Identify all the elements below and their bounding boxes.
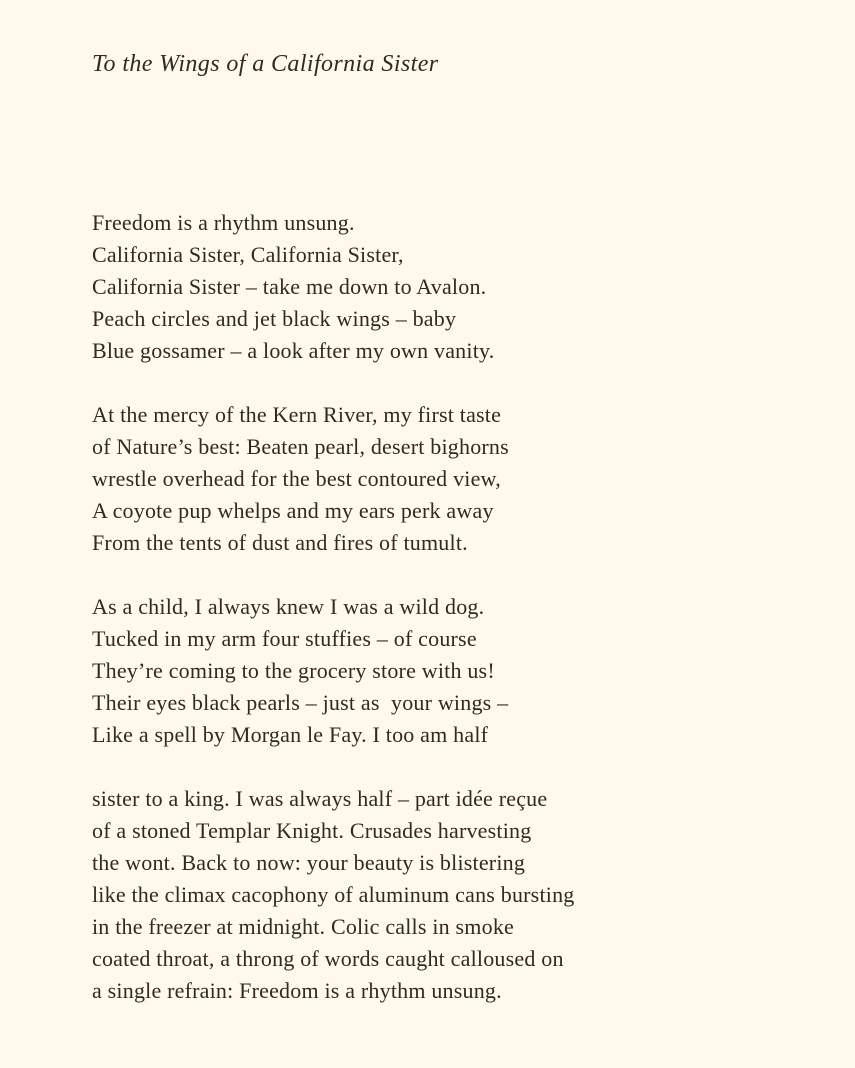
stanza	[92, 207, 815, 367]
poem-line: California Sister, California Sister,	[92, 242, 404, 267]
poem-line: As a child, I always knew I was a wild dog.	[92, 594, 485, 619]
poem-line: California Sister – take me down to Avalon.	[92, 274, 487, 299]
stanza	[92, 399, 815, 559]
poem-line: the wont. Back to now: your beauty is blistering	[92, 850, 526, 875]
poem-line: like the climax cacophony of aluminum cans bursting	[92, 882, 575, 907]
poem-line: At the mercy of the Kern River, my first taste	[92, 402, 502, 427]
poem-line: They’re coming to the grocery store with us!	[92, 658, 495, 683]
poem-line: Blue gossamer – a look after my own vanity.	[92, 338, 495, 363]
poem-line: a single refrain: Freedom is a rhythm unsung.	[92, 978, 502, 1003]
poem-line: in the freezer at midnight. Colic calls in smoke	[92, 914, 514, 939]
poem-title: To the Wings of a California Sister	[92, 51, 439, 77]
poem-line: Tucked in my arm four stuffies – of course	[92, 626, 477, 651]
stanza	[92, 783, 815, 1007]
stanza	[92, 591, 815, 751]
poem-line: Like a spell by Morgan le Fay. I too am half	[92, 722, 489, 747]
poem-line: From the tents of dust and fires of tumult.	[92, 530, 468, 555]
poem-line: of Nature’s best: Beaten pearl, desert bighorns	[92, 434, 509, 459]
poem-body	[92, 207, 815, 1007]
poem-line: Peach circles and jet black wings – baby	[92, 306, 457, 331]
poem-line: coated throat, a throng of words caught calloused on	[92, 946, 564, 971]
poem-line: wrestle overhead for the best contoured view,	[92, 466, 501, 491]
poem-line: Freedom is a rhythm unsung.	[92, 210, 355, 235]
poem-line: Their eyes black pearls – just as your wings –	[92, 690, 509, 715]
poem-line: A coyote pup whelps and my ears perk away	[92, 498, 494, 523]
poem-line: sister to a king. I was always half – part idée reçue	[92, 786, 548, 811]
poem-line: of a stoned Templar Knight. Crusades harvesting	[92, 818, 532, 843]
